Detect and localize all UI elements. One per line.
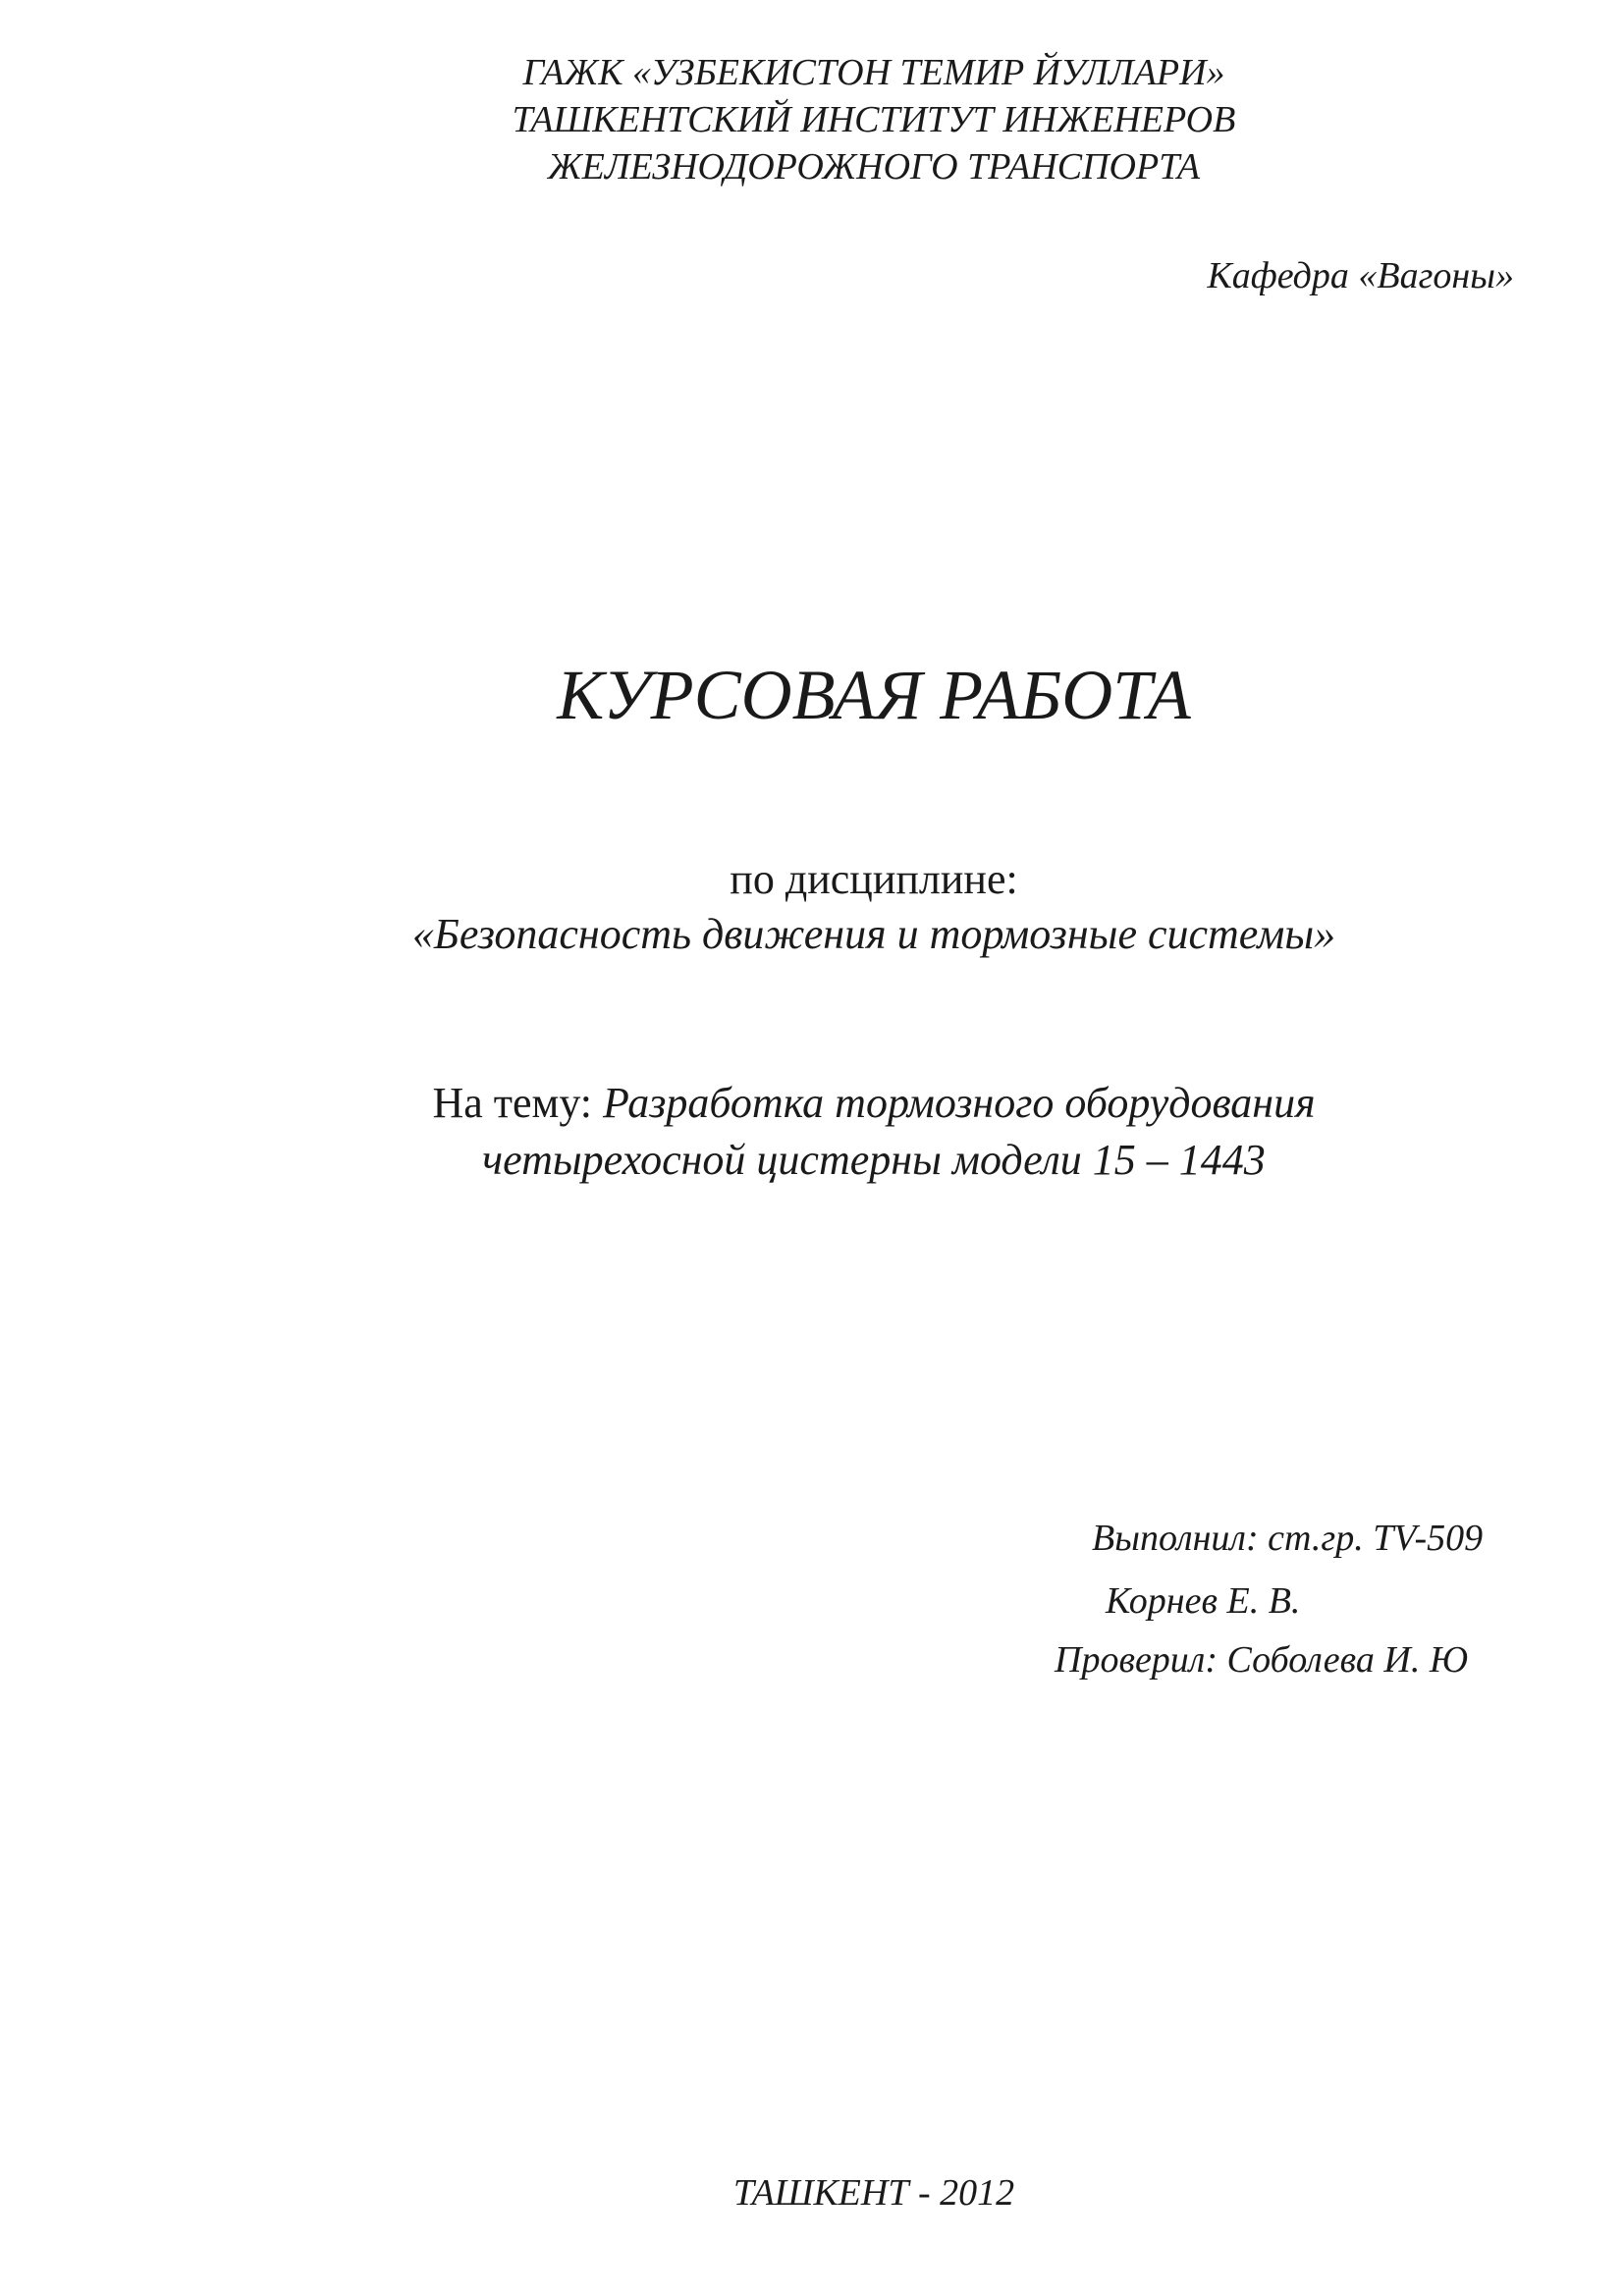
topic-title-part-1: Разработка тормозного оборудования bbox=[603, 1079, 1316, 1127]
header-institute: ТАШКЕНТСКИЙ ИНСТИТУТ ИНЖЕНЕРОВ bbox=[512, 99, 1236, 140]
student-name: Корнев Е. В. bbox=[1106, 1580, 1301, 1622]
topic-label: На тему: bbox=[432, 1079, 603, 1127]
header-organization: ГАЖК «УЗБЕКИСТОН ТЕМИР ЙУЛЛАРИ» bbox=[522, 52, 1225, 93]
topic-title-part-2: четырехосной цистерны модели 15 – 1443 bbox=[482, 1136, 1266, 1184]
header-institute-continued: ЖЕЛЕЗНОДОРОЖНОГО ТРАНСПОРТА bbox=[547, 146, 1201, 187]
discipline-name: «Безопасность движения и тормозные системы» bbox=[411, 910, 1336, 958]
discipline-label: по дисциплине: bbox=[730, 855, 1018, 903]
document-title: КУРСОВАЯ РАБОТА bbox=[557, 656, 1191, 734]
city-year: ТАШКЕНТ - 2012 bbox=[732, 2172, 1015, 2214]
performed-by: Выполнил: ст.гр. ТV-509 bbox=[1092, 1518, 1484, 1559]
checked-by: Проверил: Соболева И. Ю bbox=[1055, 1639, 1469, 1681]
department-name: Кафедра «Вагоны» bbox=[1207, 255, 1514, 296]
topic-line-1 bbox=[295, 1079, 1453, 1127]
